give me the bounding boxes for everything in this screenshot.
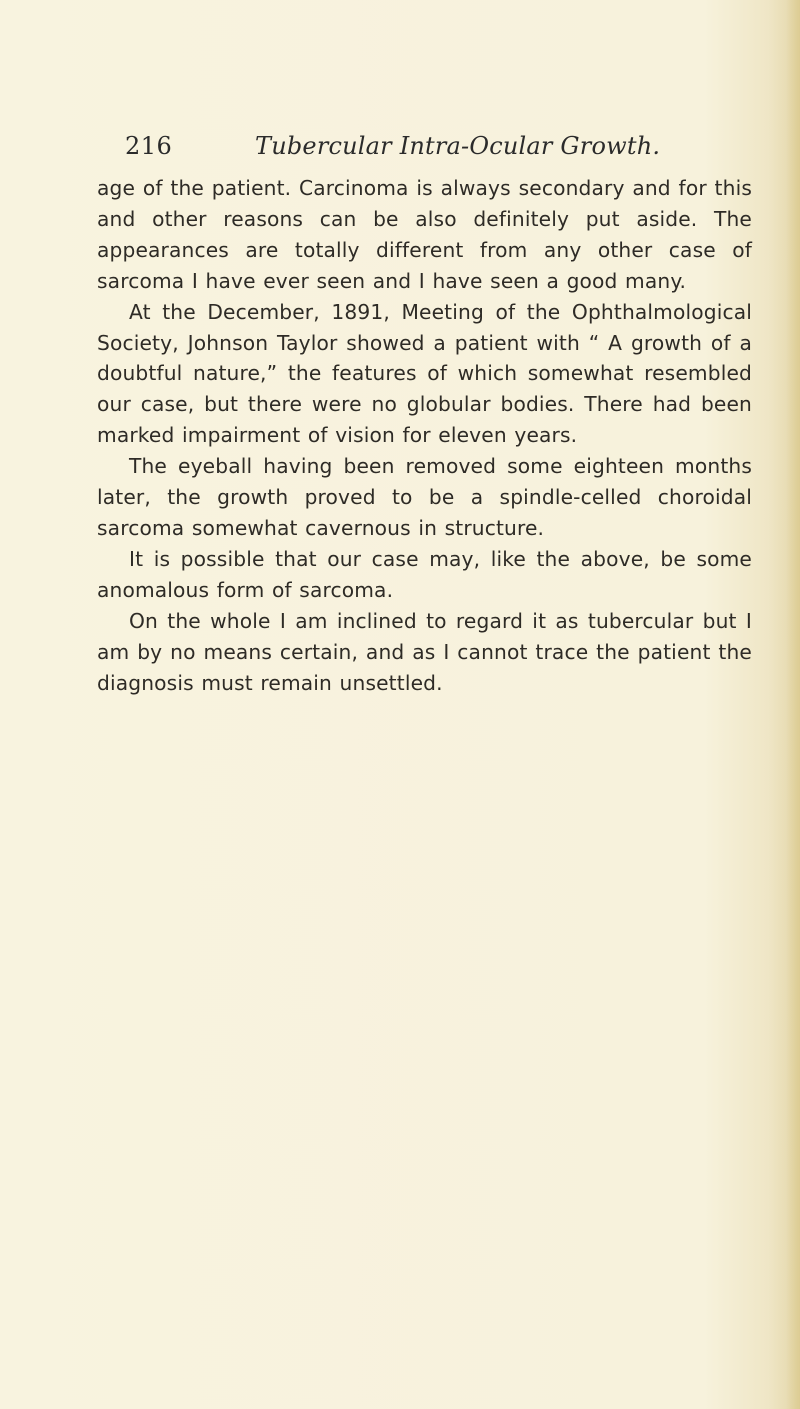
running-title: Tubercular Intra-Ocular Growth. [255,132,661,160]
paragraph-conclusion: On the whole I am inclined to regard it as tubercular but I am by no means certain, and as I cannot trace the patient the diagnosis must remain unsettled. [97,608,752,695]
paragraph-eyeball-removed: The eyeball having been removed some eighteen months later, the growth proved to be a spindle-celled choroidal sarcoma somewhat cavernous in structure. [97,454,752,540]
paragraph-december-meeting: At the December, 1891, Meeting of the Ophthalmological Society, Johnson Taylor showed a patient with “ A growth of a doubtful nature,” the features of which somewhat resembled our case, but there were no globular bodies. There had been marked impairment of vision for eleven years. [97,299,752,448]
paragraph-continuation: age of the patient. Carcinoma is always secondary and for this and other reasons can be also definitely put aside. The appearances are totally different from any other case of sarcoma I have ever seen and I have seen a good many. [97,176,752,293]
page-number: 216 [125,132,173,160]
body-text [97,173,752,698]
page-edge-shadow [786,0,800,1409]
paragraph-anomalous-form: It is possible that our case may, like the above, be some anomalous form of sarcoma. [97,546,752,602]
running-header [125,126,661,166]
